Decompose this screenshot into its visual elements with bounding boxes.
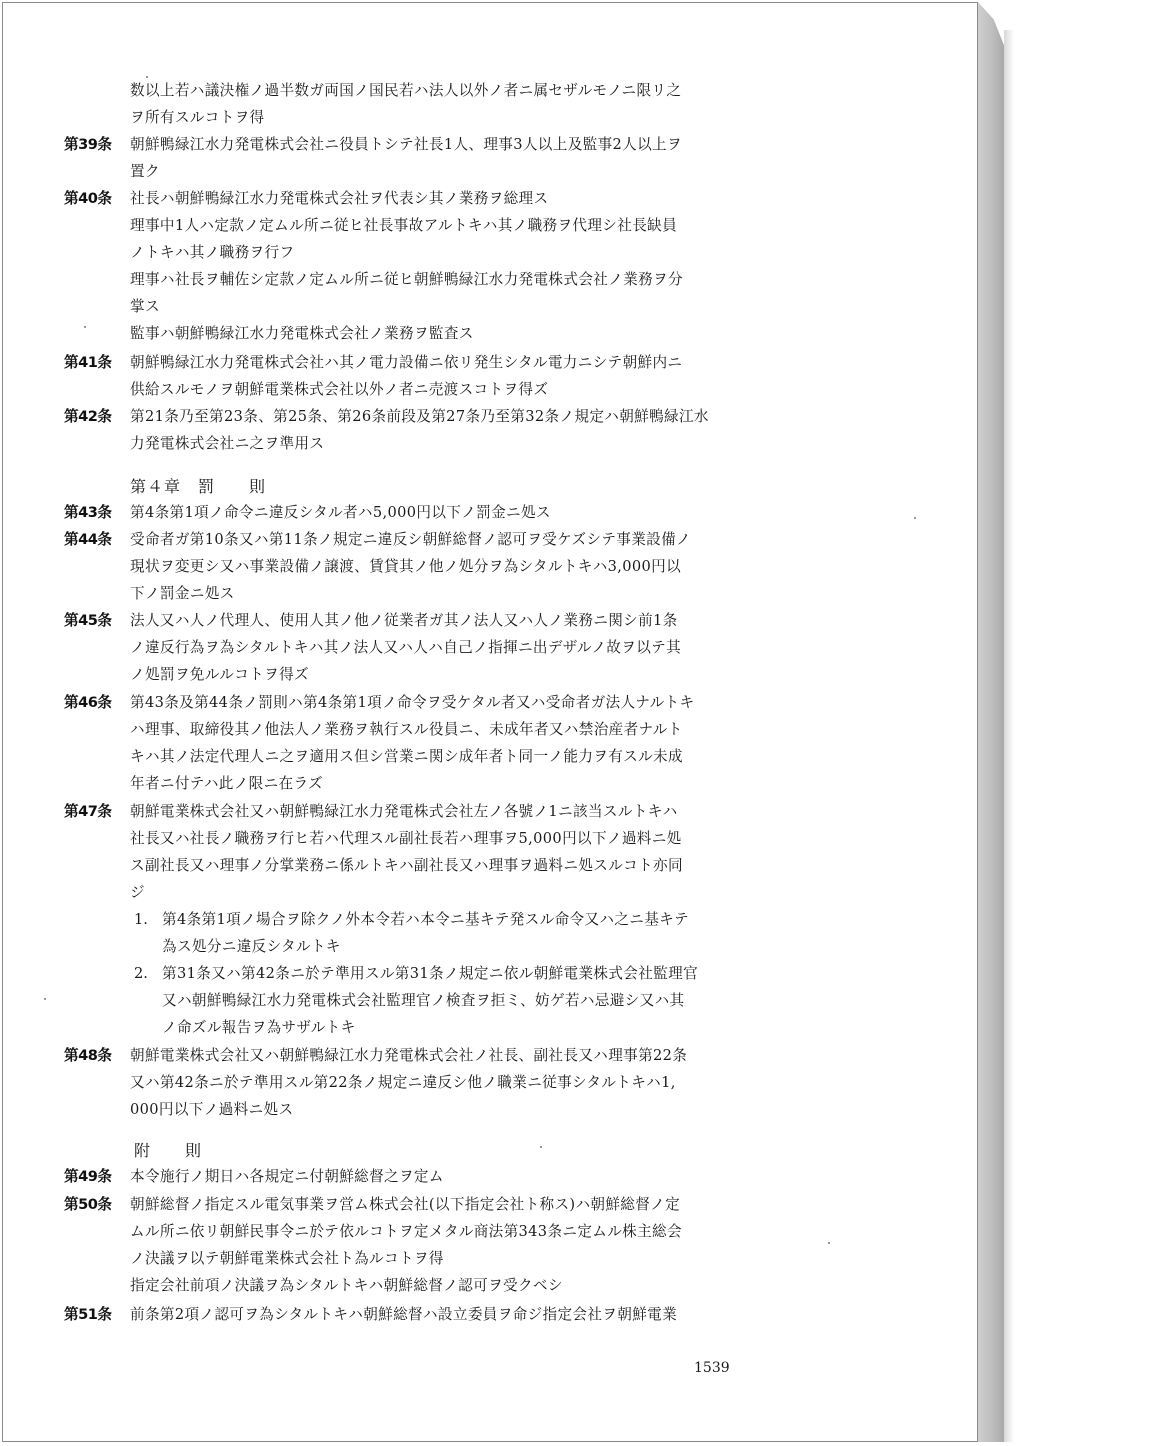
list-item-line: 為ス処分ニ違反シタルトキ [162,938,341,955]
article-number: 第40条 [64,190,112,207]
article-number: 第50条 [64,1196,112,1213]
text-line: 置ク [130,163,160,180]
text-line: ス副社長又ハ理事ノ分掌業務ニ係ルトキハ副社長又ハ理事ヲ過料ニ処スルコト亦同 [130,857,683,874]
article-number: 第49条 [64,1168,112,1185]
text-line: 指定会社前項ノ決議ヲ為シタルトキハ朝鮮総督ノ認可ヲ受クベシ [130,1277,563,1294]
text-line: 社長ハ朝鮮鴨緑江水力発電株式会社ヲ代表シ其ノ業務ヲ総理ス [130,190,549,207]
article-number: 第43条 [64,504,112,521]
text-line: 朝鮮鴨緑江水力発電株式会社ハ其ノ電力設備ニ依リ発生シタル電力ニシテ朝鮮内ニ [130,354,683,371]
text-line: 監事ハ朝鮮鴨緑江水力発電株式会社ノ業務ヲ監査ス [130,325,474,342]
text-line: 受命者ガ第10条又ハ第11条ノ規定ニ違反シ朝鮮総督ノ認可ヲ受ケズシテ事業設備ノ [130,531,691,548]
text-line: 第43条及第44条ノ罰則ハ第4条第1項ノ命令ヲ受ケタル者又ハ受命者ガ法人ナルトキ [130,694,695,711]
list-item-number: 2. [134,965,148,982]
text-line: ヲ所有スルコトヲ得 [130,109,265,126]
text-line: 理事ハ社長ヲ輔佐シ定款ノ定ムル所ニ従ヒ朝鮮鴨緑江水力発電株式会社ノ業務ヲ分 [130,271,683,288]
article-number: 第45条 [64,612,112,629]
text-line: ノ違反行為ヲ為シタルトキハ其ノ法人又ハ人ハ自己ノ指揮ニ出デザルノ故ヲ以テ其 [130,639,682,656]
article-number: 第51条 [64,1306,112,1323]
text-line: 年者ニ付テハ此ノ限ニ在ラズ [130,775,323,792]
text-line: 000円以下ノ過料ニ処ス [130,1101,294,1118]
text-line: 朝鮮鴨緑江水力発電株式会社ニ役員トシテ社長1人、理事3人以上及監事2人以上ヲ [130,136,682,153]
text-line: ノ処罰ヲ免ルルコトヲ得ズ [130,666,309,683]
list-item-line: 又ハ朝鮮鴨緑江水力発電株式会社監理官ノ検査ヲ拒ミ、妨ゲ若ハ忌避シ又ハ其 [162,992,685,1009]
article-number: 第39条 [64,136,112,153]
scan-speck [44,998,46,1000]
article-number: 第42条 [64,408,112,425]
article-number: 第44条 [64,531,112,548]
list-item-number: 1. [134,911,148,928]
article-number: 第41条 [64,354,112,371]
text-line: 掌ス [130,298,160,315]
supplementary-heading: 附 則 [134,1141,203,1160]
text-line: 本令施行ノ期日ハ各規定ニ付朝鮮総督之ヲ定ム [130,1168,444,1185]
text-line: 供給スルモノヲ朝鮮電業株式会社以外ノ者ニ売渡スコトヲ得ズ [130,381,549,398]
text-line: 朝鮮総督ノ指定スル電気事業ヲ営ム株式会社(以下指定会社ト称ス)ハ朝鮮総督ノ定 [130,1196,681,1213]
text-line: キハ其ノ法定代理人ニ之ヲ適用ス但シ営業ニ関シ成年者ト同一ノ能力ヲ有スル未成 [130,748,683,765]
scan-speck [828,1242,830,1244]
text-line: 理事中1人ハ定款ノ定ムル所ニ従ヒ社長事故アルトキハ其ノ職務ヲ代理シ社長缺員 [130,217,678,234]
list-item-line: ノ命ズル報告ヲ為サザルトキ [162,1019,356,1036]
text-line: 朝鮮電業株式会社又ハ朝鮮鴨緑江水力発電株式会社ノ社長、副社長又ハ理事第22条 [130,1047,688,1064]
article-number: 第47条 [64,803,112,820]
text-line: 第21条乃至第23条、第25条、第26条前段及第27条乃至第32条ノ規定ハ朝鮮鴨緑江水 [130,408,709,425]
text-line: 数以上若ハ議決権ノ過半数ガ両国ノ国民若ハ法人以外ノ者ニ属セザルモノニ限リ之 [130,82,682,99]
text-line: 前条第2項ノ認可ヲ為シタルトキハ朝鮮総督ハ設立委員ヲ命ジ指定会社ヲ朝鮮電業 [130,1306,678,1323]
text-line: ノ決議ヲ以テ朝鮮電業株式会社ト為ルコトヲ得 [130,1250,444,1267]
text-line: ノトキハ其ノ職務ヲ行フ [130,244,295,261]
article-number: 第48条 [64,1047,112,1064]
text-line: 朝鮮電業株式会社又ハ朝鮮鴨緑江水力発電株式会社左ノ各號ノ1ニ該当スルトキハ [130,803,678,820]
scan-speck [84,326,86,328]
chapter-heading: 第４章 罰 則 [130,477,267,496]
text-line: 第4条第1項ノ命令ニ違反シタル者ハ5,000円以下ノ罰金ニ処ス [130,504,551,521]
text-line: 又ハ第42条ニ於テ準用スル第22条ノ規定ニ違反シ他ノ職業ニ従事シタルトキハ1, [130,1074,676,1091]
scan-speck [540,1146,542,1148]
text-line: ムル所ニ依リ朝鮮民事令ニ於テ依ルコトヲ定メタル商法第343条ニ定ムル株主総会 [130,1223,682,1240]
text-line: ジ [130,884,145,901]
text-line: 法人又ハ人ノ代理人、使用人其ノ他ノ従業者ガ其ノ法人又ハ人ノ業務ニ関シ前1条 [130,612,678,629]
text-line: 力発電株式会社ニ之ヲ準用ス [130,435,325,452]
text-line: 下ノ罰金ニ処ス [130,585,235,602]
article-number: 第46条 [64,694,112,711]
list-item-line: 第31条又ハ第42条ニ於テ準用スル第31条ノ規定ニ依ル朝鮮電業株式会社監理官 [162,965,699,982]
text-line: 社長又ハ社長ノ職務ヲ行ヒ若ハ代理スル副社長若ハ理事ヲ5,000円以下ノ過料ニ処 [130,830,682,847]
text-line: 現状ヲ変更シ又ハ事業設備ノ譲渡、賃貸其ノ他ノ処分ヲ為シタルトキハ3,000円以 [130,558,682,575]
scan-speck [914,517,916,519]
page-number: 1539 [694,1360,730,1376]
list-item-line: 第4条第1項ノ場合ヲ除クノ外本令若ハ本令ニ基キテ発スル命令又ハ之ニ基キテ [162,911,690,928]
text-line: ハ理事、取締役其ノ他法人ノ業務ヲ執行スル役員ニ、未成年者又ハ禁治産者ナルト [130,721,683,738]
